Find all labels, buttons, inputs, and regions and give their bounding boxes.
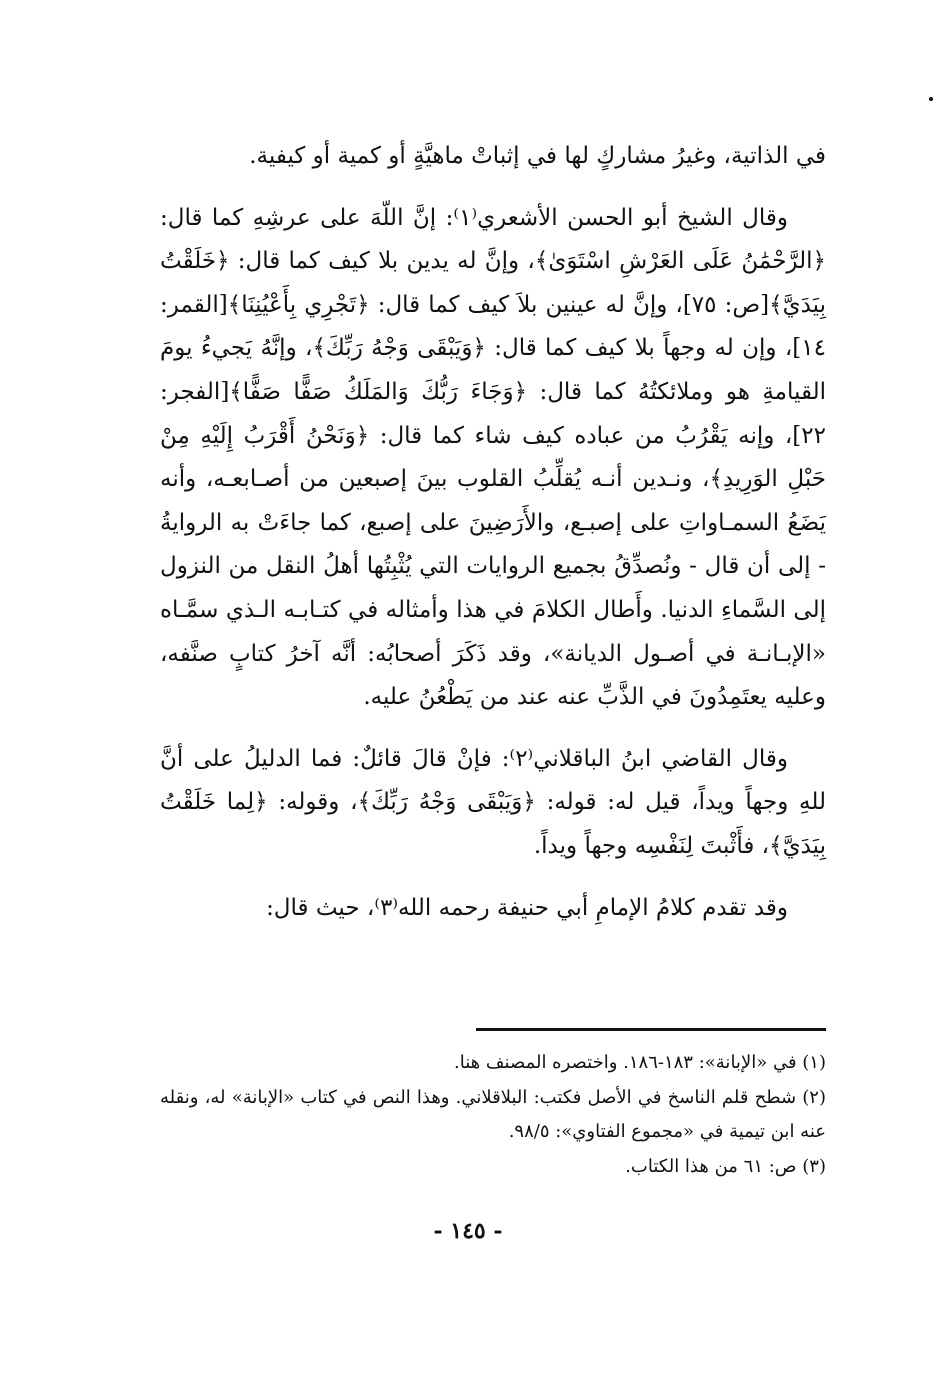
paragraph-abu-hanifa-intro: وقد تقدم كلامُ الإمامِ أبي حنيفة رحمه الله⁽٣⁾، حيث قال: <box>266 894 788 921</box>
paragraph-ashari-quote: وقال الشيخ أبو الحسن الأشعري⁽١⁾: إنَّ اللّهَ على عرشِهِ كما قال: ﴿الرَّحْمَٰنُ عَلَى العَرْشِ اسْتَوَىٰ﴾، وإنَّ له يدين بلا كيف كما قال: ﴿خَلَقْتُ بِيَدَيَّ﴾[ص: ٧٥]، وإنَّ له عينين بلاَ كيف كما قال: ﴿تَجْرِي بِأَعْيُنِنَا﴾[القمر: ١٤]، وإن له وجهاً بلا كيف كما قال: ﴿وَيَبْقَى وَجْهُ رَبِّكَ﴾، وإنَّهُ يَجيءُ يومَ القيامةِ هو وملائكتُهُ كما قال: ﴿وَجَاءَ رَبُّكَ وَالمَلَكُ صَفًّا صَفًّا﴾[الفجر: ٢٢]، وإنه يَقْرُبُ من عباده كيف شاء كما قال: ﴿وَنَحْنُ أَقْرَبُ إِلَيْهِ مِنْ حَبْلِ الوَرِيدِ﴾، ونـدين أنـه يُقلِّبُ القلوب بينَ إصبعين من أصـابعـه، وأنه يَضَعُ السمـاواتِ على إصبـع، والأَرَضِينَ على إصبع، كما جاءَتْ به الروايةُ - إلى أن قال - ونُصدِّقُ بجميع الروايات التي يُثْبِتُها أهلُ النقل من النزول إلى السَّماءِ الدنيا. وأَطال الكلامَ في هذا وأمثاله في كتـابـه الـذي سمَّـاه «الإبـانـة في أصـول الديانة»، وقد ذَكَرَ أصحابُه: أنَّه آخرُ كتابٍ صنَّفه، وعليه يعتَمِدُونَ في الذَّبِّ عنه عند من يَطْعُنُ عليه. <box>160 204 826 711</box>
margin-speck <box>929 97 933 101</box>
footnotes <box>160 1046 826 1184</box>
paragraph-baqillani-quote: وقال القاضي ابنُ الباقلاني⁽٢⁾: فإنْ قالَ قائلٌ: فما الدليلُ على أنَّ للهِ وجهاً ويداً، قيل له: قوله: ﴿وَيَبْقَى وَجْهُ رَبِّكَ﴾، وقوله: ﴿لِما خَلَقْتُ بِيَدَيَّ﴾، فأَثْبتَ لِنَفْسِه وجهاً ويداً. <box>160 745 826 859</box>
page-number: - ١٤٥ - <box>433 1218 503 1244</box>
paragraph-continuation: في الذاتية، وغيرُ مشاركٍ لها في إثباتْ ماهيَّةٍ أو كمية أو كيفية. <box>249 143 826 169</box>
footnote-1: (١) في «الإبانة»: ١٨٣-١٨٦. واختصره المصنف هنا. <box>454 1052 826 1073</box>
footnote-separator <box>476 1028 826 1031</box>
main-text <box>160 135 826 948</box>
footnote-2: (٢) شطح قلم الناسخ في الأصل فكتب: البلاقلاني. وهذا النص في كتاب «الإبانة» له، ونقله عنه ابن تيمية في «مجموع الفتاوي»: ٩٨/٥. <box>160 1086 826 1142</box>
footnote-3: (٣) ص: ٦١ من هذا الكتاب. <box>625 1155 826 1177</box>
